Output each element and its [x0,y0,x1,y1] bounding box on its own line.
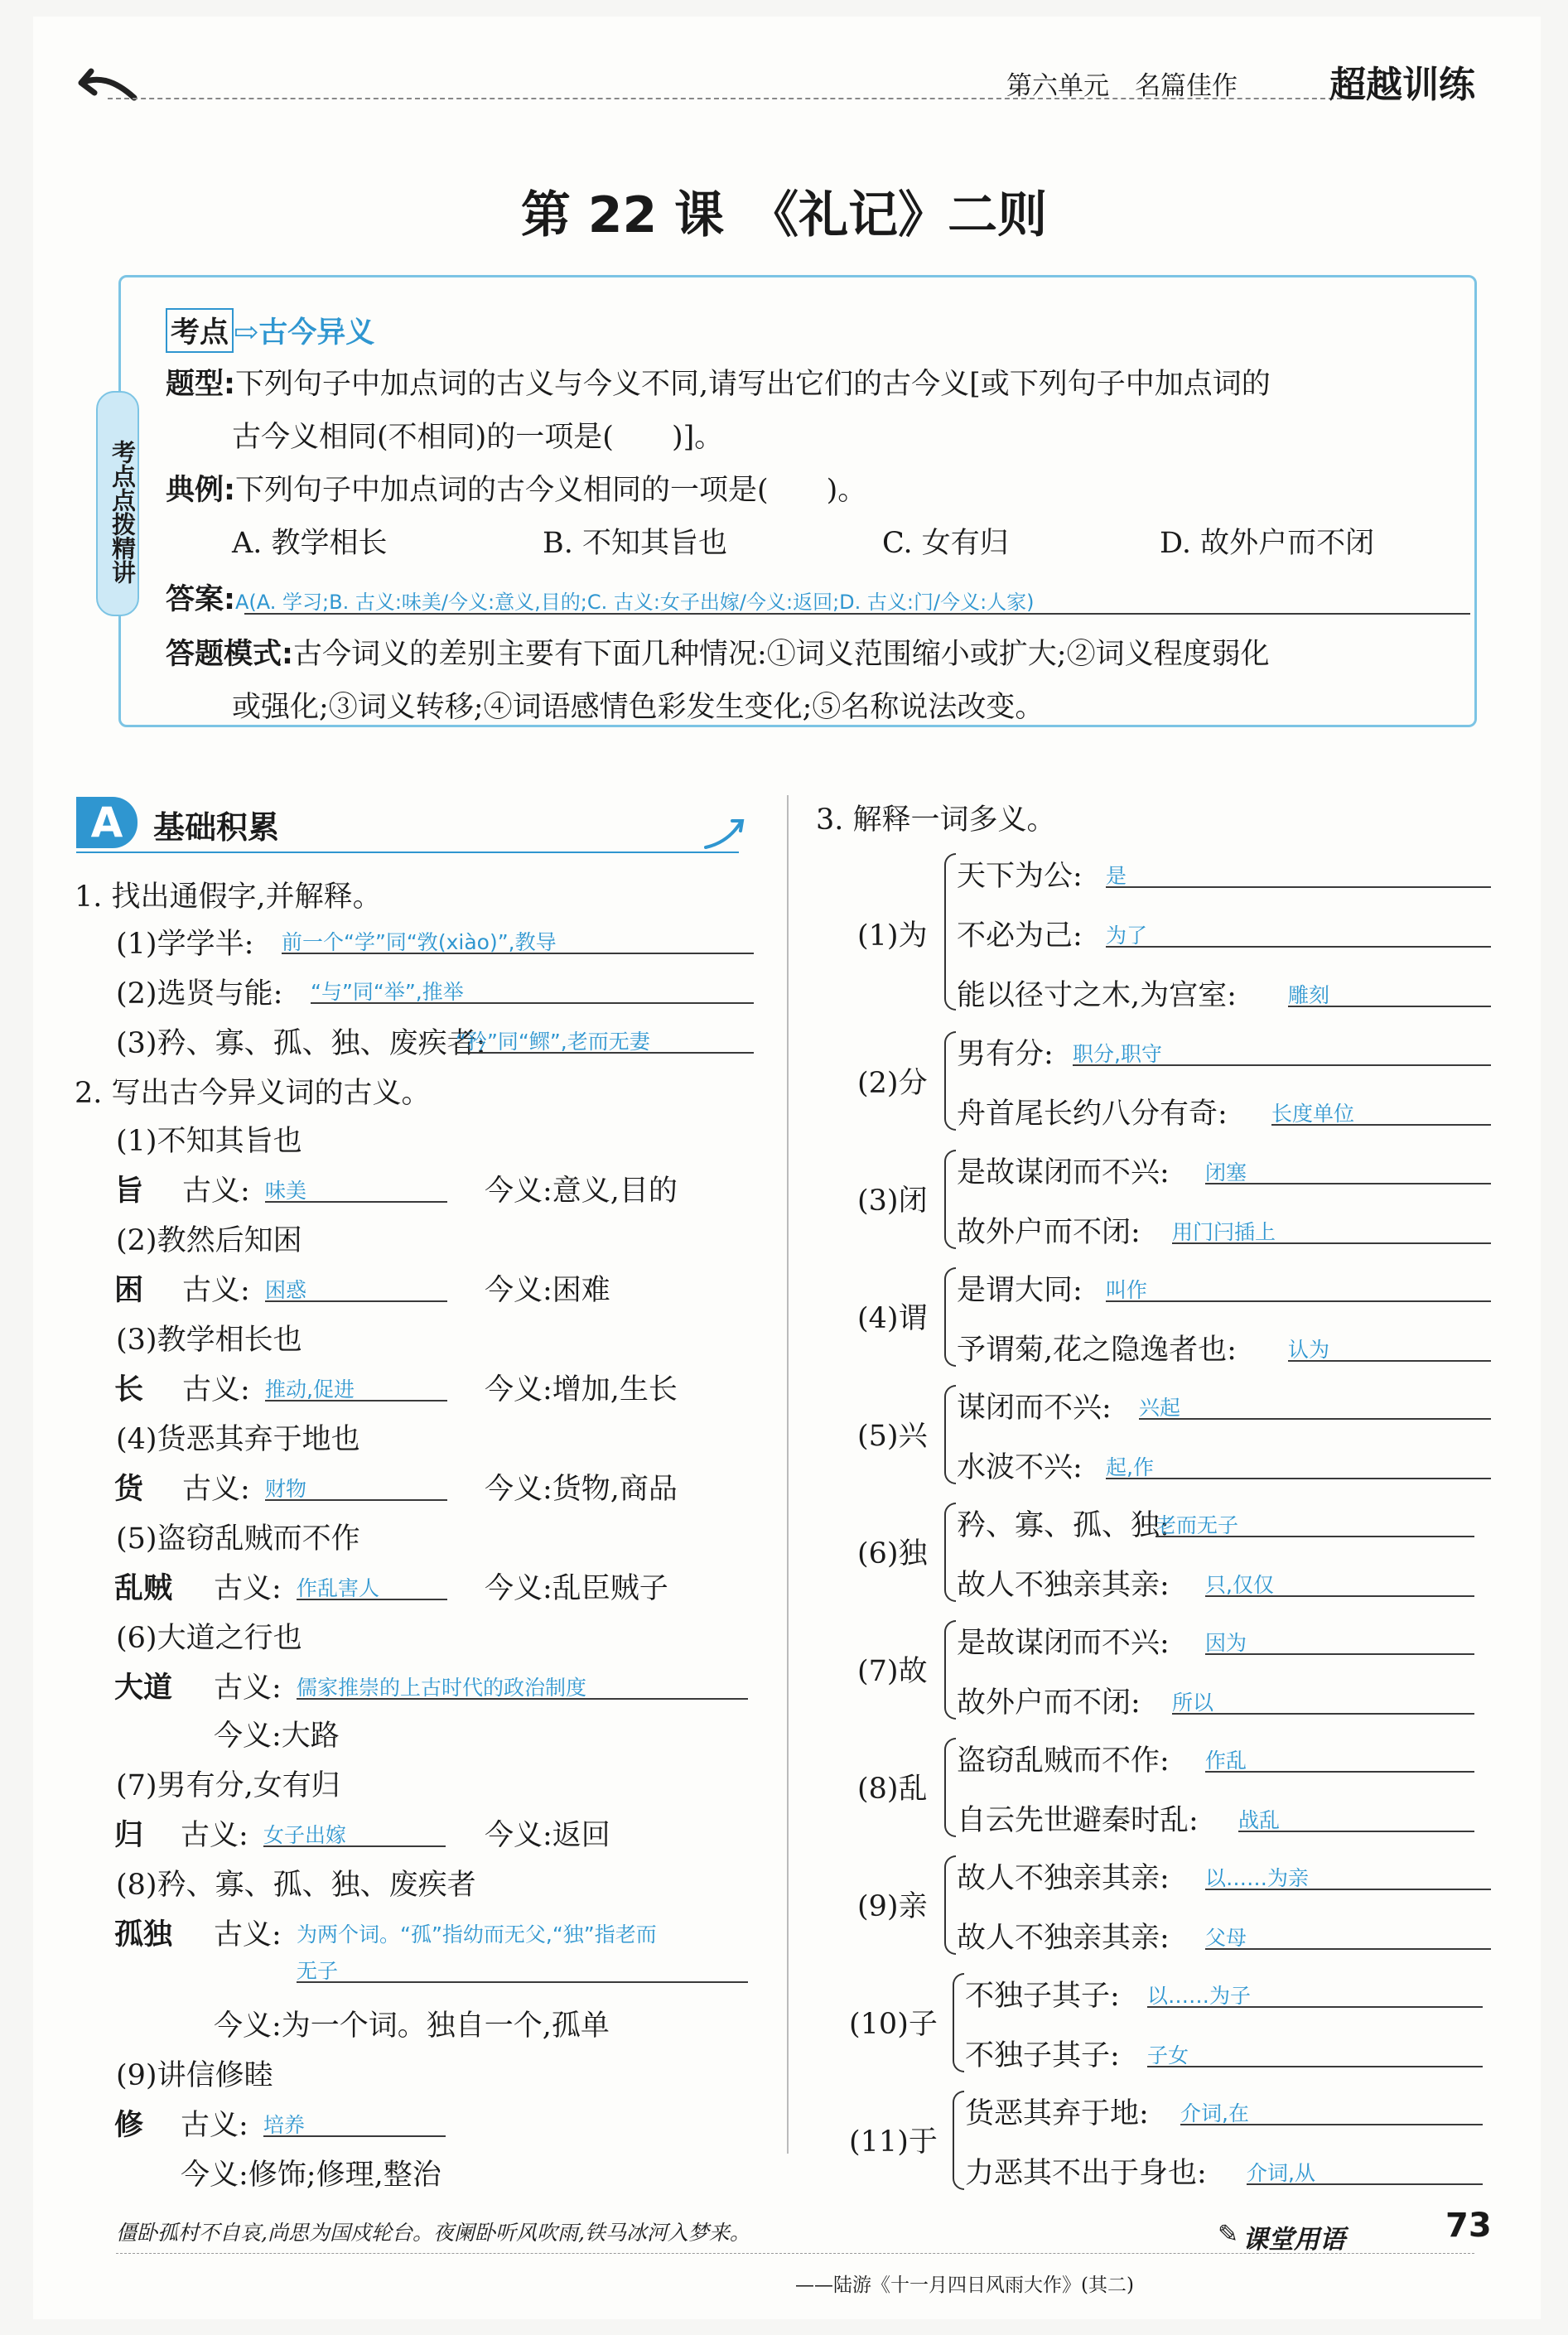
q3-item: 故人不独亲其亲: [957,1922,1170,1955]
q2-jin-6: 今义:大路 [214,1720,340,1753]
q2-gu-label-6: 古义: [214,1672,282,1705]
brace [944,1031,956,1131]
q3-item: 水波不兴: [957,1451,1083,1484]
q3-answer: 认为 [1288,1334,1491,1362]
q2-sentence-2: (2)教然后知困 [116,1224,302,1257]
q3-answer: 闭塞 [1205,1156,1491,1184]
mode-line [166,631,1270,673]
q2-jin-2: 今义:困难 [485,1274,610,1307]
keypoint-side-tab: 考点点拨精讲 [96,391,139,616]
q2-jin-5: 今义:乱臣贼子 [485,1572,668,1605]
q2-answer-6: 儒家推崇的上古时代的政治制度 [297,1672,748,1700]
q1-answer-2: “与”同“举”,推举 [311,976,754,1004]
q2-jin-7: 今义:返回 [485,1819,610,1852]
q2-gu-label-3: 古义: [182,1373,250,1406]
q3-item: 故外户而不闭: [957,1216,1141,1249]
brace [953,2091,964,2190]
q3-answer: 因为 [1205,1627,1474,1655]
answer-label: 答案: [166,583,235,616]
q3-group-label-4: (4)谓 [857,1302,928,1335]
q2-sentence-8: (8)矜、寡、孤、独、废疾者 [116,1869,476,1902]
q3-group-label-10: (10)子 [849,2008,938,2041]
pen-icon: ✎ [1218,2220,1239,2249]
q2-answer-2: 困惑 [265,1274,447,1302]
brace [944,1150,956,1249]
q3-group-label-7: (7)故 [857,1655,928,1688]
keypoint-heading [166,308,374,353]
mode-label: 答题模式: [166,638,293,671]
q3-item: 不独子其子: [965,1980,1120,2013]
q2-jin-9: 今义:修饰;修理,整治 [181,2159,441,2192]
q3-item: 予谓菊,花之隐逸者也: [957,1334,1237,1367]
q2-word-8: 孤独 [114,1918,173,1951]
option-d: D. 故外户而不闭 [1160,527,1375,560]
q3-group-label-5: (5)兴 [857,1420,928,1453]
q2-answer-8-line1: 为两个词。“孤”指幼而无父,“独”指老而 [297,1923,657,1947]
question-type-line [166,361,1271,403]
q2-sentence-5: (5)盗窃乱贼而不作 [116,1522,360,1556]
answer-line [166,577,1035,618]
q3-item: 故人不独亲其亲: [957,1569,1170,1602]
q3-item: 货恶其弃于地: [965,2097,1149,2130]
q3-answer: 子女 [1147,2039,1483,2067]
q3-answer: 用门闩插上 [1172,1216,1491,1244]
back-arrow-icon [73,65,139,106]
brace [944,853,956,1011]
brace [944,1503,956,1602]
q2-answer-4: 财物 [265,1473,447,1501]
answer-text: A(A. 学习;B. 古义:味美/今义:意义,目的;C. 古义:女子出嫁/今义:返回;D. 古义:门/今义:人家) [235,591,1035,614]
lesson-title: 第 22 课 《礼记》二则 [520,186,1048,244]
example-line [166,467,866,509]
q3-answer: 以……为子 [1147,1980,1483,2008]
q3-answer: 老而无子 [1155,1509,1474,1537]
q2-word-2: 困 [114,1274,144,1307]
q3-answer: 兴起 [1139,1392,1491,1420]
footer-quote: 僵卧孤村不自哀,尚思为国戍轮台。夜阑卧听风吹雨,铁马冰河入梦来。 [116,2221,750,2245]
q2-gu-label-5: 古义: [214,1572,282,1605]
q3-item: 谋闭而不兴: [957,1392,1112,1425]
q3-answer: 父母 [1205,1922,1491,1950]
section-a-badge: A [76,797,138,848]
header-unit: 第六单元 名篇佳作 [1006,71,1238,101]
page-number: 73 [1445,2207,1492,2245]
q2-word-1: 旨 [114,1175,144,1208]
brace [944,1267,956,1367]
q1-title: 1. 找出通假字,并解释。 [75,880,382,914]
q3-group-label-2: (2)分 [857,1067,928,1100]
arrow-icon: ⇨ [234,316,259,350]
q3-item: 不必为己: [957,919,1083,953]
header-brand: 超越训练 [1329,64,1475,106]
q2-jin-3: 今义:增加,生长 [485,1373,678,1406]
q1-answer-1: 前一个“学”同“敩(xiào)”,教导 [282,926,754,954]
q3-item: 是谓大同: [957,1274,1083,1307]
q3-item: 自云先世避秦时乱: [957,1804,1199,1837]
q3-answer: 以……为亲 [1205,1862,1491,1890]
q3-answer: 作乱 [1205,1744,1474,1773]
q2-word-7: 归 [114,1819,144,1852]
section-a-rule [76,852,739,853]
brace [953,1973,964,2072]
q3-answer: 为了 [1106,919,1491,948]
swoosh-arrow-icon [704,816,747,851]
question-type-label: 题型: [166,368,235,401]
q2-word-4: 货 [114,1473,144,1506]
q3-item: 是故谋闭而不兴: [957,1627,1170,1660]
question-type-text: 下列句子中加点词的古义与今义不同,请写出它们的古今义[或下列句子中加点词的 [235,368,1271,401]
q2-sentence-4: (4)货恶其弃于地也 [116,1423,360,1456]
q2-gu-label-9: 古义: [181,2109,248,2142]
keypoint-topic: 古今异义 [258,316,375,350]
q3-group-label-1: (1)为 [857,919,928,953]
q3-item: 故人不独亲其亲: [957,1862,1170,1895]
q3-group-label-3: (3)闭 [857,1184,928,1218]
q3-item: 不独子其子: [965,2039,1120,2072]
q2-jin-4: 今义:货物,商品 [485,1473,678,1506]
footer-author: ——陆游《十一月四日风雨大作》(其二) [795,2275,1134,2296]
section-a-title: 基础积累 [153,809,280,846]
q2-sentence-6: (6)大道之行也 [116,1622,302,1655]
q2-answer-8-line2: 无子 [297,1955,748,1983]
q3-answer: 起,作 [1106,1451,1491,1479]
mode-line-2: 或强化;③词义转移;④词语感情色彩发生变化;⑤名称说法改变。 [232,691,1045,724]
example-text: 下列句子中加点词的古今义相同的一项是( )。 [235,474,867,507]
q3-title: 3. 解释一词多义。 [816,803,1056,837]
q1-item-1: (1)学学半: [116,928,254,961]
q2-jin-1: 今义:意义,目的 [485,1175,678,1208]
q3-item: 能以径寸之木,为宫室: [957,979,1237,1012]
q3-item: 天下为公: [957,860,1083,893]
q1-item-2: (2)选贤与能: [116,977,283,1011]
q3-group-label-9: (9)亲 [857,1890,928,1923]
mode-text: 古今词义的差别主要有下面几种情况:①词义范围缩小或扩大;②词义程度弱化 [293,638,1270,671]
option-a: A. 教学相长 [232,527,388,560]
answer-underline [244,613,1470,615]
q2-word-5: 乱贼 [114,1572,173,1605]
q2-gu-label-8: 古义: [214,1918,282,1951]
q2-sentence-1: (1)不知其旨也 [116,1125,302,1158]
q2-word-6: 大道 [114,1672,173,1705]
q1-item-3: (3)矜、寡、孤、独、废疾者: [116,1027,486,1060]
q2-jin-8: 今义:为一个词。独自一个,孤单 [214,2009,610,2043]
column-divider [787,795,789,2154]
q3-answer: 介词,从 [1247,2157,1483,2185]
q3-answer: 叫作 [1106,1274,1491,1302]
keypoint-tag: 考点 [166,308,234,353]
q3-item: 故外户而不闭: [957,1686,1141,1720]
q3-group-label-11: (11)于 [849,2125,938,2159]
q2-answer-3: 推动,促进 [265,1373,447,1401]
q2-answer-9: 培养 [263,2109,446,2137]
q3-item: 力恶其不出于身也: [965,2157,1207,2190]
option-c: C. 女有归 [882,527,1009,560]
brace [944,1620,956,1720]
q3-item: 男有分: [957,1038,1054,1071]
brace [944,1738,956,1837]
q2-sentence-3: (3)教学相长也 [116,1324,302,1357]
q3-answer: 战乱 [1238,1804,1474,1832]
q3-item: 盗窃乱贼而不作: [957,1744,1170,1778]
q2-gu-label-4: 古义: [182,1473,250,1506]
q2-answer-7: 女子出嫁 [263,1819,446,1847]
q3-answer: 所以 [1172,1686,1474,1715]
q3-item: 是故谋闭而不兴: [957,1156,1170,1189]
q2-word-3: 长 [114,1373,144,1406]
q2-gu-label-2: 古义: [182,1274,250,1307]
question-type-line-2: 古今义相同(不相同)的一项是( )]。 [232,421,724,454]
brace [944,1855,956,1955]
q3-group-label-6: (6)独 [857,1537,928,1570]
q3-answer: 介词,在 [1180,2097,1483,2125]
q3-answer: 职分,职守 [1073,1038,1491,1066]
q3-answer: 是 [1106,860,1491,888]
brace [944,1385,956,1484]
footer-lesson: 课堂用语 [1242,2225,1345,2255]
q2-title: 2. 写出古今异义词的古义。 [75,1077,431,1110]
q3-group-label-8: (8)乱 [857,1773,928,1806]
option-b: B. 不知其旨也 [543,527,727,560]
q3-answer: 只,仅仅 [1205,1569,1474,1597]
q2-sentence-7: (7)男有分,女有归 [116,1769,340,1802]
q2-sentence-9: (9)讲信修睦 [116,2059,273,2092]
q3-answer: 雕刻 [1288,979,1491,1007]
q3-answer: 长度单位 [1271,1098,1491,1126]
q3-item: 舟首尾长约八分有奇: [957,1098,1228,1131]
q3-item: 矜、寡、孤、独: [957,1509,1170,1542]
q2-answer-5: 作乱害人 [297,1572,447,1600]
q1-answer-3: “矜”同“鳏”,老而无妻 [456,1025,754,1054]
q2-gu-label-7: 古义: [181,1819,248,1852]
q2-word-9: 修 [114,2109,144,2142]
example-label: 典例: [166,474,235,507]
q2-gu-label-1: 古义: [182,1175,250,1208]
q2-answer-1: 味美 [265,1175,447,1203]
